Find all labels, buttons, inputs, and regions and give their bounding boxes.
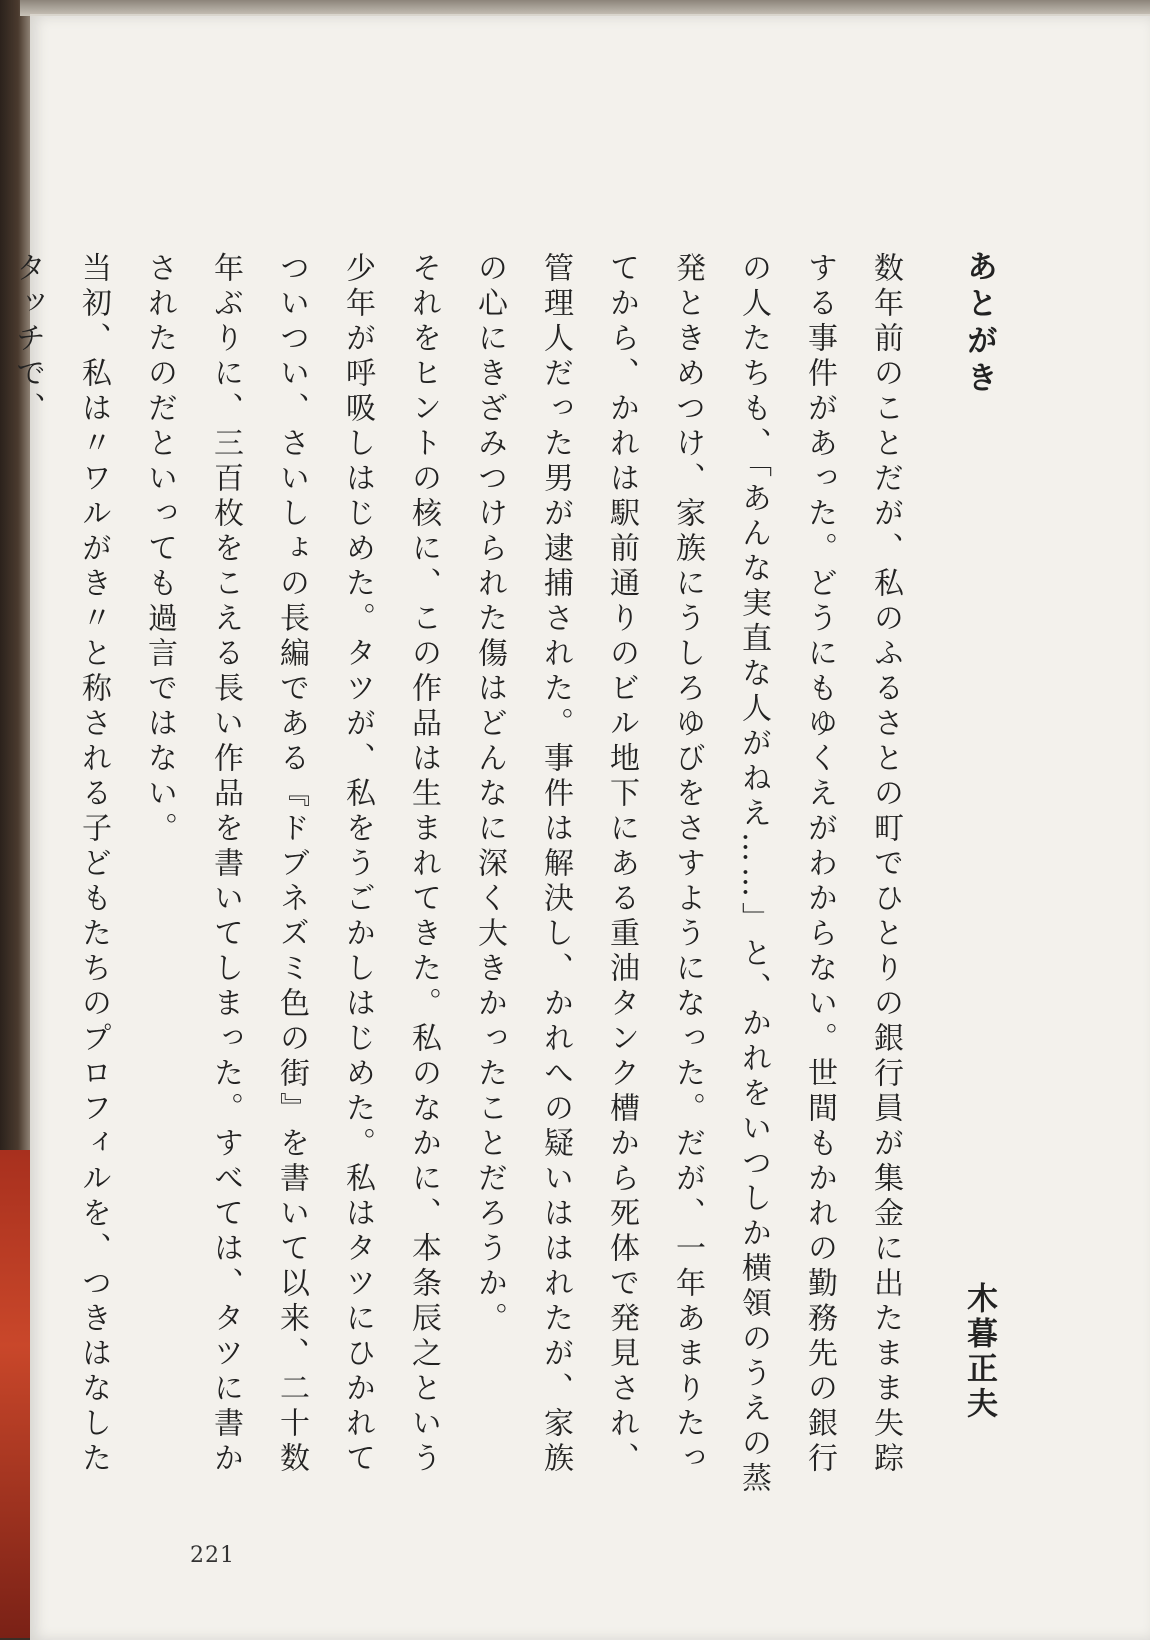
afterword-body [10, 252, 918, 1502]
paragraph-2: それをヒントの核に、この作品は生まれてきた。私のなかに、本条辰之という少年が呼吸しはじめた。タツが、私をうごかしはじめた。私はタツにひかれてついつい、さいしょの長編である『ドブネズミ色の街』を書いて以来、二十数年ぶりに、三百枚をこえる長い作品を書いてしまった。すべては、タツに書かされたのだといっても過言ではない。 [142, 252, 441, 1477]
author-name: 木暮正夫 [961, 1282, 997, 1422]
paragraph-1: 数年前のことだが、私のふるさとの町でひとりの銀行員が集金に出たまま失踪する事件があった。どうにもゆくえがわからない。世間もかれの勤務先の銀行の人たちも、「あんな実直な人がねえ……」と、かれをいつしか横領のうえの蒸発ときめつけ、家族にうしろゆびをさすようになった。だが、一年あまりたってから、かれは駅前通りのビル地下にある重油タンク槽から死体で発見され、管理人だった男が逮捕された。事件は解決し、かれへの疑いははれたが、家族の心にきざみつけられた傷はどんなに深く大きかったことだろうか。 [472, 252, 903, 1497]
page-number: 221 [190, 1543, 235, 1568]
afterword-title: あとがき [961, 250, 997, 398]
paragraph-3: 当初、私は〃ワルがき〃と称される子どもたちのプロフィルを、つきはなしたタッチで、 [10, 252, 111, 1477]
